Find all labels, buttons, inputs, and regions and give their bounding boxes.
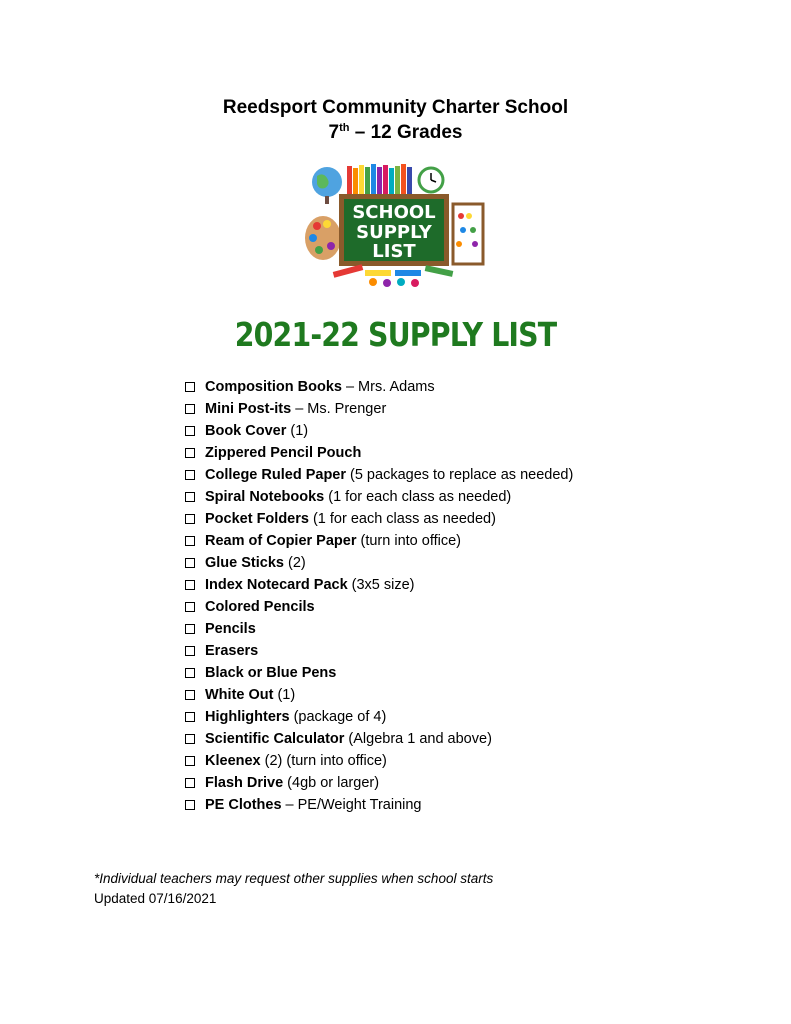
checkbox-icon[interactable] — [185, 646, 195, 656]
checkbox-icon[interactable] — [185, 404, 195, 414]
list-item — [185, 618, 573, 640]
item-note: (package of 4) — [293, 709, 387, 725]
item-note: (2) (turn into office) — [264, 753, 387, 769]
list-item — [185, 420, 573, 442]
list-item — [185, 486, 573, 508]
item-name: Erasers — [205, 643, 259, 659]
checkbox-icon[interactable] — [185, 536, 195, 546]
supply-list-title: 2021-22 SUPPLY LIST — [234, 315, 557, 354]
grades-suffix: – 12 Grades — [349, 122, 463, 143]
item-name: Pencils — [205, 621, 256, 637]
checkbox-icon[interactable] — [185, 558, 195, 568]
updated-date: Updated 07/16/2021 — [94, 891, 217, 906]
list-item — [185, 640, 573, 662]
item-note: – Mrs. Adams — [345, 379, 435, 395]
item-note: (5 packages to replace as needed) — [350, 467, 574, 483]
clock-icon — [419, 168, 443, 192]
list-item — [185, 376, 573, 398]
checkbox-icon[interactable] — [185, 712, 195, 722]
school-supply-list-graphic — [303, 164, 487, 290]
item-name: Colored Pencils — [205, 599, 315, 615]
globe-icon — [312, 167, 342, 204]
item-name: Glue Sticks — [205, 555, 284, 571]
item-note: (1 for each class as needed) — [312, 511, 496, 527]
item-note: (turn into office) — [360, 533, 461, 549]
item-note: (Algebra 1 and above) — [348, 731, 492, 747]
item-name: Zippered Pencil Pouch — [205, 445, 362, 461]
document-header — [0, 95, 791, 145]
list-item — [185, 728, 573, 750]
item-name: PE Clothes — [205, 797, 282, 813]
checkbox-icon[interactable] — [185, 448, 195, 458]
paint-palette-icon — [305, 216, 341, 260]
list-item — [185, 662, 573, 684]
item-note: – Ms. Prenger — [295, 401, 387, 417]
checkbox-icon[interactable] — [185, 470, 195, 480]
item-name: College Ruled Paper — [205, 467, 347, 483]
item-note: (2) — [287, 555, 306, 571]
checkbox-icon[interactable] — [185, 668, 195, 678]
crayons-icon — [333, 264, 454, 287]
item-name: White Out — [205, 687, 274, 703]
list-item — [185, 772, 573, 794]
list-item — [185, 552, 573, 574]
list-item — [185, 794, 573, 816]
list-item — [185, 750, 573, 772]
item-name: Kleenex — [205, 753, 261, 769]
item-note: – PE/Weight Training — [285, 797, 422, 813]
item-name: Ream of Copier Paper — [205, 533, 357, 549]
footnote: *Individual teachers may request other supplies when school starts — [94, 871, 494, 886]
checkbox-icon[interactable] — [185, 514, 195, 524]
item-name: Scientific Calculator — [205, 731, 345, 747]
supply-list — [185, 376, 573, 816]
list-item — [185, 442, 573, 464]
list-item — [185, 706, 573, 728]
board-line-list: LIST — [372, 241, 416, 262]
checkbox-icon[interactable] — [185, 756, 195, 766]
item-note: (1 for each class as needed) — [328, 489, 512, 505]
grades-prefix: 7 — [328, 122, 340, 143]
item-note: (1) — [277, 687, 296, 703]
colored-pencils-icon — [347, 164, 412, 198]
checkbox-icon[interactable] — [185, 624, 195, 634]
item-name: Mini Post-its — [205, 401, 292, 417]
checkbox-icon[interactable] — [185, 382, 195, 392]
abacus-icon — [453, 204, 483, 264]
checkbox-icon[interactable] — [185, 800, 195, 810]
checkbox-icon[interactable] — [185, 778, 195, 788]
board-line-school: SCHOOL — [352, 202, 436, 223]
checkbox-icon[interactable] — [185, 492, 195, 502]
school-name: Reedsport Community Charter School — [222, 97, 569, 118]
item-name: Index Notecard Pack — [205, 577, 348, 593]
list-item — [185, 508, 573, 530]
item-note: (1) — [290, 423, 309, 439]
item-name: Highlighters — [205, 709, 290, 725]
checkbox-icon[interactable] — [185, 690, 195, 700]
list-item — [185, 574, 573, 596]
list-item — [185, 596, 573, 618]
item-name: Pocket Folders — [205, 511, 309, 527]
item-name: Composition Books — [205, 379, 342, 395]
item-name: Spiral Notebooks — [205, 489, 325, 505]
checkbox-icon[interactable] — [185, 580, 195, 590]
checkbox-icon[interactable] — [185, 602, 195, 612]
checkbox-icon[interactable] — [185, 426, 195, 436]
list-item — [185, 684, 573, 706]
grades-superscript: th — [339, 122, 350, 134]
checkbox-icon[interactable] — [185, 734, 195, 744]
item-name: Book Cover — [205, 423, 287, 439]
list-item — [185, 530, 573, 552]
board-line-supply: SUPPLY — [356, 222, 432, 243]
item-name: Black or Blue Pens — [205, 665, 337, 681]
grades-line — [0, 120, 791, 145]
item-note: (3x5 size) — [351, 577, 415, 593]
chalkboard-icon — [339, 194, 449, 266]
list-item — [185, 398, 573, 420]
item-name: Flash Drive — [205, 775, 284, 791]
item-note: (4gb or larger) — [287, 775, 380, 791]
list-item — [185, 464, 573, 486]
